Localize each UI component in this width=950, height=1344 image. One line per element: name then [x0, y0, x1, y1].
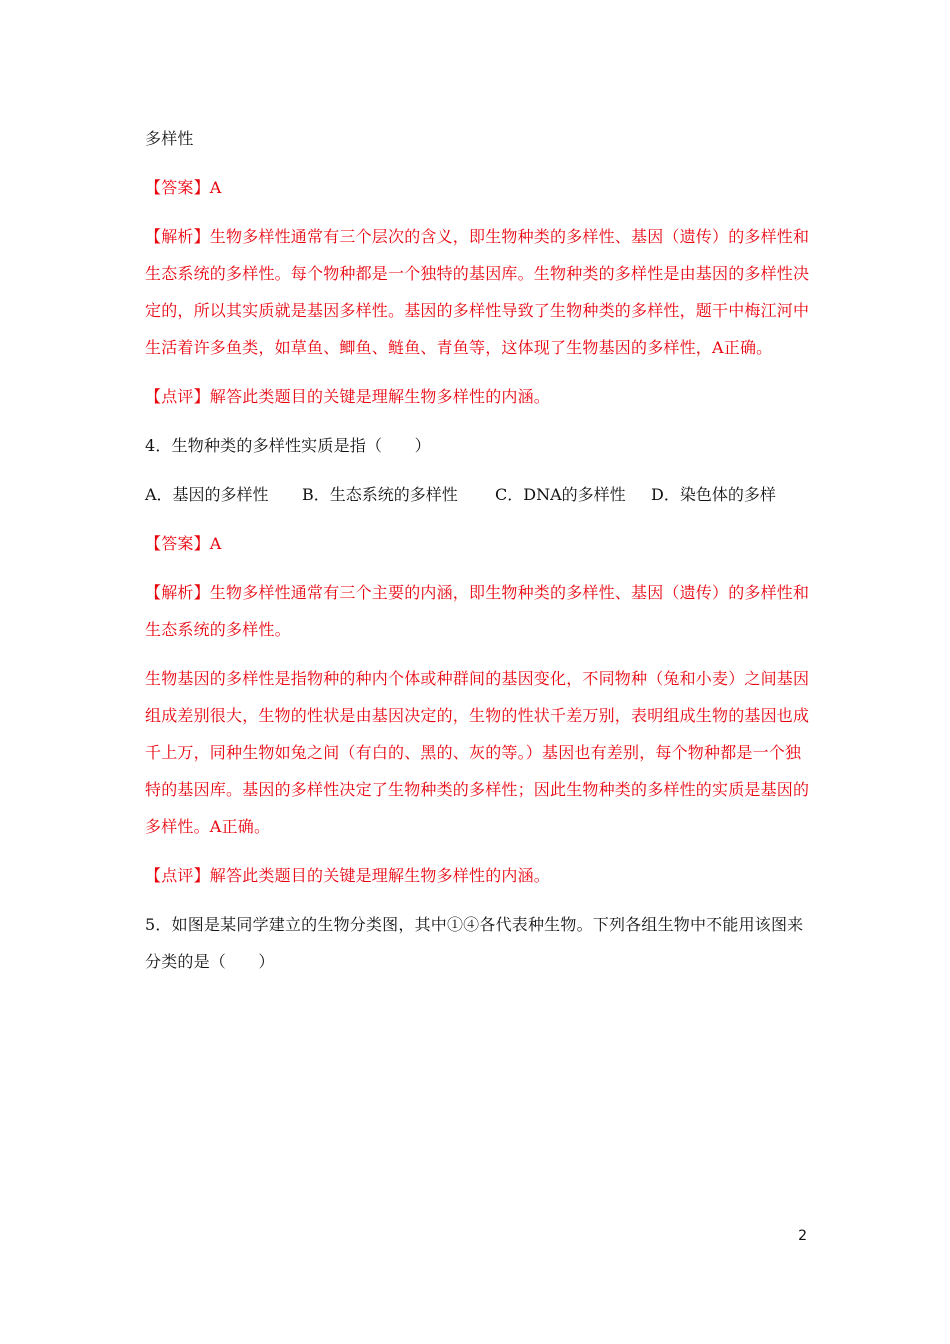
- q4-question: 4．生物种类的多样性实质是指（ ）: [145, 436, 431, 455]
- q4-option-a: A．基因的多样性: [145, 485, 269, 504]
- q4-analysis-continued: 生物基因的多样性是指物种的种内个体或种群间的基因变化，不同物种（兔和小麦）之间基因组成差别很大，生物的性状是由基因决定的，生物的性状千差万别，表明组成生物的基因也成千上万，同种生物如兔之间（有白的、黑的、灰的等。）基因也有差别，每个物种都是一个独特的基因库。基因的多样性决定了生物种类的多样性；因此生物种类的多样性的实质是基因的多样性。A正确。: [145, 669, 810, 836]
- q4-answer: 【答案】A: [145, 534, 222, 553]
- q5-question: 5．如图是某同学建立的生物分类图，其中①④各代表种生物。下列各组生物中不能用该图来分类的是（ ）: [145, 915, 804, 971]
- q4-analysis: 【解析】生物多样性通常有三个主要的内涵，即生物种类的多样性、基因（遗传）的多样性和生态系统的多样性。: [145, 583, 810, 639]
- q4-options: [145, 476, 815, 513]
- q4-option-b: B．生态系统的多样性: [302, 485, 458, 504]
- q3-answer: 【答案】A: [145, 178, 222, 197]
- q3-analysis: 【解析】生物多样性通常有三个层次的含义，即生物种类的多样性、基因（遗传）的多样性和生态系统的多样性。每个物种都是一个独特的基因库。生物种类的多样性是由基因的多样性决定的，所以其实质就是基因多样性。基因的多样性导致了生物种类的多样性，题干中梅江河中生活着许多鱼类，如草鱼、鲫鱼、鲢鱼、青鱼等，这体现了生物基因的多样性，A正确。: [145, 227, 810, 357]
- intro-text: 多样性: [145, 129, 194, 148]
- q3-comment: 【点评】解答此类题目的关键是理解生物多样性的内涵。: [145, 387, 551, 406]
- q4-comment: 【点评】解答此类题目的关键是理解生物多样性的内涵。: [145, 866, 551, 885]
- q4-option-c: C．DNA的多样性: [495, 485, 626, 504]
- page-number: 2: [798, 1228, 807, 1244]
- q4-option-d: D．染色体的多样: [651, 485, 776, 504]
- document-page: [145, 120, 815, 992]
